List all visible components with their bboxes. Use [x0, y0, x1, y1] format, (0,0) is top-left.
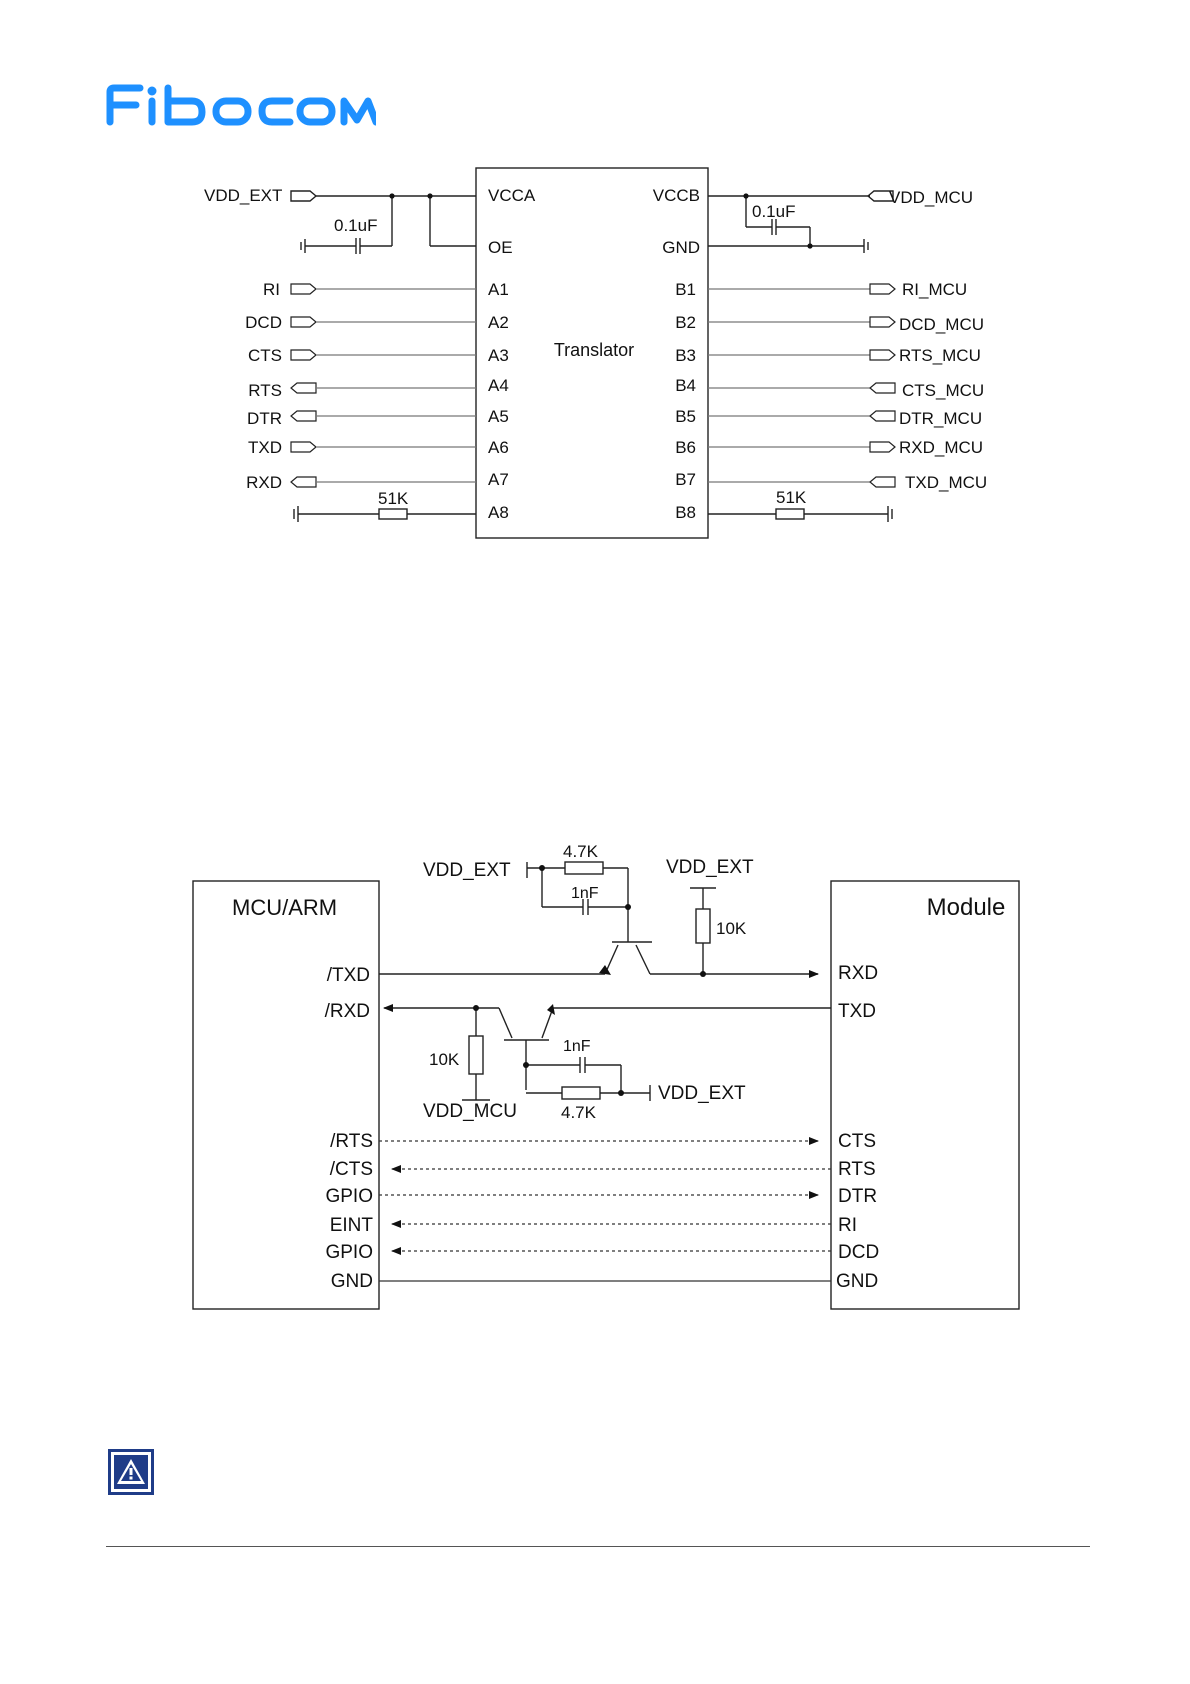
right-signal-row-6	[708, 442, 895, 452]
pin-a2: A2	[488, 313, 509, 332]
chip-vccb: VCCB	[652, 186, 700, 205]
left-signal-row-7	[291, 477, 476, 487]
chip-title: Translator	[553, 340, 635, 360]
pin-b3: B3	[675, 346, 696, 365]
module-title: Module	[926, 894, 1006, 921]
module-pin-cts: CTS	[838, 1131, 876, 1152]
module-pin-rts: RTS	[838, 1159, 876, 1180]
r-bottom-label: 4.7K	[561, 1103, 596, 1122]
right-signal-row-7	[708, 477, 895, 487]
warning-icon	[108, 1449, 154, 1495]
mcu-pin-rxd: /RXD	[324, 1001, 370, 1022]
pin-a5: A5	[488, 407, 509, 426]
mcu-pin-gpio-1: GPIO	[325, 1186, 373, 1207]
pin-a7: A7	[488, 470, 509, 489]
mcu-pin-eint: EINT	[329, 1215, 373, 1236]
pin-b5: B5	[675, 407, 696, 426]
chip-oe: OE	[488, 238, 513, 257]
module-pin-ri: RI	[838, 1215, 857, 1236]
left-signal-rts: RTS	[248, 381, 282, 400]
left-signal-txd: TXD	[248, 438, 282, 457]
vdd-ext-label-3: VDD_EXT	[658, 1083, 746, 1104]
vdd-ext-port	[291, 191, 316, 201]
vdd-mcu-label: VDD_MCU	[889, 188, 974, 207]
pin-a1: A1	[488, 280, 509, 299]
mcu-pin-gpio-2: GPIO	[325, 1242, 373, 1263]
module-pin-dcd: DCD	[838, 1242, 880, 1263]
left-signal-ri: RI	[263, 280, 280, 299]
pin-b8: B8	[675, 503, 696, 522]
left-signal-dtr: DTR	[247, 409, 282, 428]
right-signal-rts-mcu: RTS_MCU	[899, 346, 981, 365]
right-signal-rxd-mcu: RXD_MCU	[899, 438, 984, 457]
mcu-pin-cts: /CTS	[329, 1159, 373, 1180]
mcu-pin-txd: /TXD	[326, 965, 370, 986]
pin-b6: B6	[675, 438, 696, 457]
r-pull-top-label: 10K	[716, 919, 747, 938]
pin-a6: A6	[488, 438, 509, 457]
right-signal-dtr-mcu: DTR_MCU	[899, 409, 983, 428]
pin-a8: A8	[488, 503, 509, 522]
pin-b1: B1	[675, 280, 696, 299]
pin-b2: B2	[675, 313, 696, 332]
vdd-ext-label-1: VDD_EXT	[423, 860, 511, 881]
pin-b7: B7	[675, 470, 696, 489]
right-signal-txd-mcu: TXD_MCU	[905, 473, 988, 492]
res-right-label: 51K	[776, 488, 807, 507]
transistor-diagram	[0, 820, 1190, 1340]
module-pin-txd: TXD	[838, 1001, 876, 1022]
module-pin-rxd: RXD	[838, 963, 879, 984]
left-signal-row-3	[291, 350, 476, 360]
chip-vcca: VCCA	[488, 186, 536, 205]
right-signal-row-4	[708, 383, 895, 393]
mcu-pin-gnd: GND	[330, 1271, 373, 1292]
left-signal-row-5	[291, 411, 476, 421]
left-signal-row-4	[291, 383, 476, 393]
right-signal-row-1	[708, 284, 895, 294]
right-signal-cts-mcu: CTS_MCU	[902, 381, 985, 400]
module-pin-gnd: GND	[836, 1271, 879, 1292]
right-signal-row-3	[708, 350, 895, 360]
pin-a4: A4	[488, 376, 509, 395]
module-pin-dtr: DTR	[838, 1186, 878, 1207]
mcu-pin-rts: /RTS	[330, 1131, 373, 1152]
warning-triangle-icon	[114, 1455, 148, 1489]
cap-right-label: 0.1uF	[752, 202, 796, 221]
pin-b4: B4	[675, 376, 696, 395]
right-signal-dcd-mcu: DCD_MCU	[899, 315, 984, 334]
left-signal-row-6	[291, 442, 476, 452]
left-signal-row-2	[291, 317, 476, 327]
vdd-mcu-label: VDD_MCU	[423, 1101, 517, 1122]
left-signal-row-1	[291, 284, 476, 294]
r-pull-bottom-label: 10K	[429, 1050, 460, 1069]
vdd-ext-label-2: VDD_EXT	[666, 857, 754, 878]
vdd-ext-label: VDD_EXT	[204, 186, 283, 205]
left-signal-dcd: DCD	[245, 313, 282, 332]
mcu-title: MCU/ARM	[232, 895, 338, 920]
chip-gnd: GND	[662, 238, 700, 257]
pin-a3: A3	[488, 346, 509, 365]
res-left-label: 51K	[378, 489, 409, 508]
right-signal-row-5	[708, 411, 895, 421]
right-signal-ri-mcu: RI_MCU	[902, 280, 968, 299]
c-bottom-label: 1nF	[563, 1038, 591, 1055]
cap-left-label: 0.1uF	[334, 216, 378, 235]
right-signal-row-2	[708, 317, 895, 327]
left-signal-cts: CTS	[248, 346, 282, 365]
r-top-label: 4.7K	[563, 842, 598, 861]
left-signal-rxd: RXD	[246, 473, 282, 492]
translator-diagram	[0, 0, 1190, 560]
c-top-label: 1nF	[571, 885, 599, 902]
footer-divider	[106, 1546, 1090, 1547]
